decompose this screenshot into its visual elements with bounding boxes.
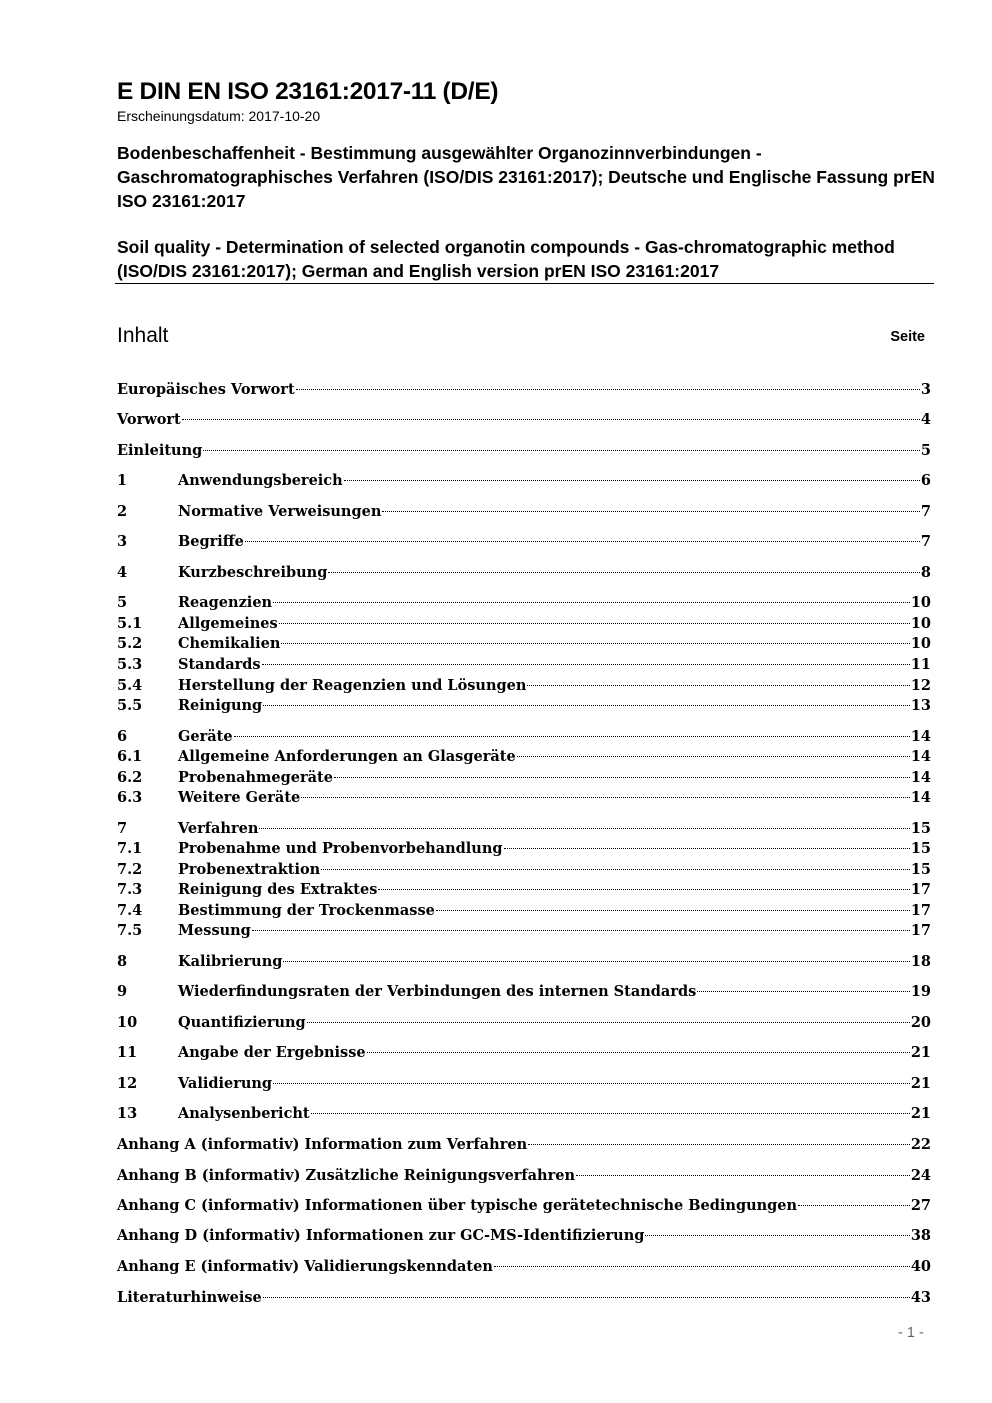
- toc-entry-title: Literaturhinweise: [117, 1289, 262, 1306]
- toc-entry-number: 5.2: [117, 635, 143, 652]
- toc-entry-page: 3: [920, 381, 931, 398]
- toc-entry-title: Herstellung der Reagenzien und Lösungen: [178, 677, 527, 694]
- toc-dot-leader: [234, 736, 910, 737]
- page-number: - 1 -: [898, 1325, 924, 1341]
- header-divider: [115, 283, 934, 284]
- toc-entry-number: 9: [117, 983, 128, 1000]
- toc-entry-page: 21: [910, 1105, 931, 1122]
- toc-entry[interactable]: [117, 696, 931, 716]
- toc-entry-number: 7.4: [117, 902, 143, 919]
- toc-entry-page: 7: [920, 533, 931, 550]
- toc-entry-page: 15: [910, 861, 931, 878]
- toc-entry[interactable]: [117, 380, 931, 400]
- toc-dot-leader: [311, 1113, 910, 1114]
- toc-entry-title: Standards: [178, 656, 261, 673]
- toc-dot-leader: [367, 1052, 910, 1053]
- toc-entry[interactable]: [117, 768, 931, 788]
- toc-entry-title: Probenahmegeräte: [178, 769, 333, 786]
- toc-entry-title: Anhang E (informativ) Validierungskenndaten: [117, 1258, 493, 1275]
- toc-entry-title: Weitere Geräte: [178, 789, 301, 806]
- toc-entry-page: 19: [910, 983, 931, 1000]
- toc-entry-number: 4: [117, 564, 128, 581]
- toc-entry[interactable]: [117, 1043, 931, 1063]
- toc-entry-page: 14: [910, 748, 931, 765]
- toc-entry-number: 6.3: [117, 789, 143, 806]
- toc-entry-page: 11: [910, 656, 931, 673]
- toc-entry-title: Probenextraktion: [178, 861, 321, 878]
- toc-entry-title: Normative Verweisungen: [178, 503, 382, 520]
- toc-entry-title: Einleitung: [117, 442, 203, 459]
- toc-entry-title: Probenahme und Probenvorbehandlung: [178, 840, 503, 857]
- toc-dot-leader: [283, 961, 909, 962]
- toc-entry-title: Analysenbericht: [178, 1105, 310, 1122]
- toc-entry[interactable]: [117, 1013, 931, 1033]
- toc-entry-number: 1: [117, 472, 128, 489]
- toc-entry-page: 40: [910, 1258, 931, 1275]
- toc-dot-leader: [307, 1022, 910, 1023]
- toc-entry-number: 13: [117, 1105, 138, 1122]
- toc-dot-leader: [245, 541, 920, 542]
- toc-entry[interactable]: [117, 441, 931, 461]
- toc-dot-leader: [321, 869, 910, 870]
- toc-dot-leader: [262, 664, 910, 665]
- toc-dot-leader: [494, 1266, 910, 1267]
- toc-entry-title: Bestimmung der Trockenmasse: [178, 902, 435, 919]
- toc-entry-page: 20: [910, 1014, 931, 1031]
- toc-entry[interactable]: [117, 982, 931, 1002]
- toc-entry[interactable]: [117, 1074, 931, 1094]
- toc-dot-leader: [301, 797, 910, 798]
- toc-entry-page: 15: [910, 820, 931, 837]
- toc-entry-page: 21: [910, 1044, 931, 1061]
- toc-entry-number: 7.5: [117, 922, 143, 939]
- toc-entry-page: 13: [910, 697, 931, 714]
- toc-entry-page: 24: [910, 1167, 931, 1184]
- toc-entry-title: Wiederfindungsraten der Verbindungen des internen Standards: [178, 983, 697, 1000]
- toc-header: [117, 322, 927, 350]
- document-header: [117, 78, 935, 283]
- toc-dot-leader: [517, 756, 910, 757]
- toc-entry[interactable]: [117, 655, 931, 675]
- toc-entry-number: 5.1: [117, 615, 143, 632]
- toc-dot-leader: [697, 991, 910, 992]
- toc-entry[interactable]: [117, 921, 931, 941]
- toc-entry-number: 5.5: [117, 697, 143, 714]
- toc-entry-title: Kalibrierung: [178, 953, 283, 970]
- toc-dot-leader: [344, 480, 920, 481]
- toc-dot-leader: [279, 623, 910, 624]
- toc-entry-page: 14: [910, 789, 931, 806]
- title-english: Soil quality - Determination of selected organotin compounds - Gas-chromatographic method (ISO/DIS 23161:2017); German and English version prEN ISO 23161:2017: [117, 237, 895, 281]
- toc-entry-page: 17: [910, 902, 931, 919]
- toc-entry-page: 18: [910, 953, 931, 970]
- toc-entry-title: Angabe der Ergebnisse: [178, 1044, 366, 1061]
- toc-entry-title: Validierung: [178, 1075, 273, 1092]
- toc-dot-leader: [252, 930, 910, 931]
- toc-dot-leader: [382, 511, 920, 512]
- publication-date: Erscheinungsdatum: 2017-10-20: [117, 108, 321, 124]
- toc-entry[interactable]: [117, 563, 931, 583]
- toc-entry-page: 15: [910, 840, 931, 857]
- toc-dot-leader: [328, 572, 920, 573]
- toc-entry-title: Allgemeine Anforderungen an Glasgeräte: [178, 748, 516, 765]
- toc-entry-page: 43: [910, 1289, 931, 1306]
- toc-entry-page: 10: [910, 615, 931, 632]
- toc-entry-page: 21: [910, 1075, 931, 1092]
- toc-entry-title: Anhang A (informativ) Information zum Verfahren: [117, 1136, 528, 1153]
- toc-heading: Inhalt: [117, 324, 169, 347]
- toc-entry-page: 7: [920, 503, 931, 520]
- toc-entry-title: Reinigung: [178, 697, 263, 714]
- toc-entry-number: 10: [117, 1014, 138, 1031]
- toc-entry-number: 5: [117, 594, 128, 611]
- toc-entry-page: 10: [910, 635, 931, 652]
- toc-dot-leader: [281, 643, 909, 644]
- toc-entry-page: 4: [920, 411, 931, 428]
- toc-dot-leader: [273, 602, 910, 603]
- toc-dot-leader: [296, 389, 920, 390]
- toc-entry-title: Anhang C (informativ) Informationen über typische gerätetechnische Bedingungen: [117, 1197, 798, 1214]
- toc-dot-leader: [334, 777, 910, 778]
- toc-dot-leader: [504, 848, 910, 849]
- toc-page-label: Seite: [890, 329, 925, 345]
- toc-dot-leader: [263, 1297, 910, 1298]
- toc-entry[interactable]: [117, 952, 931, 972]
- toc-entry[interactable]: [117, 747, 931, 767]
- toc-entry-title: Anhang B (informativ) Zusätzliche Reinigungsverfahren: [117, 1167, 576, 1184]
- toc-entry-number: 8: [117, 953, 128, 970]
- toc-entry-page: 22: [910, 1136, 931, 1153]
- toc-entry-title: Anwendungsbereich: [178, 472, 343, 489]
- toc-entry-number: 12: [117, 1075, 138, 1092]
- toc-entry-number: 7.2: [117, 861, 143, 878]
- toc-entry-number: 6.1: [117, 748, 143, 765]
- toc-dot-leader: [378, 889, 909, 890]
- toc-entry-title: Anhang D (informativ) Informationen zur GC-MS-Identifizierung: [117, 1227, 645, 1244]
- toc-entry-number: 7: [117, 820, 128, 837]
- toc-entry-number: 7.3: [117, 881, 143, 898]
- toc-entry[interactable]: [117, 1104, 931, 1124]
- toc-dot-leader: [203, 450, 920, 451]
- toc-entry-title: Verfahren: [178, 820, 259, 837]
- toc-entry-title: Begriffe: [178, 533, 244, 550]
- toc-entry[interactable]: [117, 819, 931, 839]
- toc-dot-leader: [273, 1083, 910, 1084]
- toc-entry-number: 3: [117, 533, 128, 550]
- toc-entry[interactable]: [117, 634, 931, 654]
- toc-entry-number: 11: [117, 1044, 138, 1061]
- toc-dot-leader: [259, 828, 909, 829]
- toc-dot-leader: [263, 705, 910, 706]
- toc-entry-title: Allgemeines: [178, 615, 278, 632]
- toc-dot-leader: [798, 1205, 910, 1206]
- toc-entry-title: Geräte: [178, 728, 233, 745]
- toc-entry-title: Reagenzien: [178, 594, 273, 611]
- toc-entry-number: 5.4: [117, 677, 143, 694]
- toc-entry-title: Reinigung des Extraktes: [178, 881, 378, 898]
- toc-entry[interactable]: [117, 1257, 931, 1277]
- toc-entry-page: 38: [910, 1227, 931, 1244]
- toc-entry-title: Quantifizierung: [178, 1014, 306, 1031]
- toc-entry-page: 6: [920, 472, 931, 489]
- toc-entry-number: 2: [117, 503, 128, 520]
- toc-entry[interactable]: [117, 1135, 931, 1155]
- toc-dot-leader: [436, 910, 910, 911]
- toc-entry-page: 17: [910, 881, 931, 898]
- toc-entry-page: 27: [910, 1197, 931, 1214]
- toc-entry-title: Messung: [178, 922, 251, 939]
- toc-dot-leader: [527, 685, 909, 686]
- toc-entry[interactable]: [117, 727, 931, 747]
- toc-entry-title: Kurzbeschreibung: [178, 564, 328, 581]
- toc-entry[interactable]: [117, 410, 931, 430]
- toc-entry[interactable]: [117, 1288, 931, 1308]
- toc-entry[interactable]: [117, 839, 931, 859]
- toc-entry-title: Europäisches Vorwort: [117, 381, 295, 398]
- toc-entry-page: 12: [910, 677, 931, 694]
- toc-entry[interactable]: [117, 502, 931, 522]
- toc-entry[interactable]: [117, 1196, 931, 1216]
- toc-dot-leader: [182, 419, 920, 420]
- toc-entry[interactable]: [117, 860, 931, 880]
- toc-entry[interactable]: [117, 1166, 931, 1186]
- toc-entry-title: Vorwort: [117, 411, 181, 428]
- toc-entry-number: 7.1: [117, 840, 143, 857]
- toc-entry[interactable]: [117, 532, 931, 552]
- toc-entry-page: 14: [910, 769, 931, 786]
- toc-entry-number: 6.2: [117, 769, 143, 786]
- toc-dot-leader: [528, 1144, 910, 1145]
- toc-entry[interactable]: [117, 1226, 931, 1246]
- toc-dot-leader: [576, 1175, 910, 1176]
- toc-entry-number: 6: [117, 728, 128, 745]
- toc-entry-page: 5: [920, 442, 931, 459]
- toc-entry[interactable]: [117, 593, 931, 613]
- toc-entry[interactable]: [117, 880, 931, 900]
- title-german: Bodenbeschaffenheit - Bestimmung ausgewählter Organozinnverbindungen - Gaschromatographisches Verfahren (ISO/DIS 23161:2017); Deutsche und Englische Fassung prEN ISO 23161:2017: [117, 143, 935, 211]
- toc-entry-title: Chemikalien: [178, 635, 281, 652]
- toc-entry[interactable]: [117, 901, 931, 921]
- toc-entry-number: 5.3: [117, 656, 143, 673]
- toc-entry-page: 14: [910, 728, 931, 745]
- toc-entry[interactable]: [117, 788, 931, 808]
- toc-entry-page: 8: [920, 564, 931, 581]
- document-id: E DIN EN ISO 23161:2017-11 (D/E): [117, 78, 499, 105]
- toc-entry-page: 10: [910, 594, 931, 611]
- toc-entry-page: 17: [910, 922, 931, 939]
- toc-entry[interactable]: [117, 676, 931, 696]
- toc-entry[interactable]: [117, 614, 931, 634]
- toc-dot-leader: [645, 1235, 909, 1236]
- toc-entry[interactable]: [117, 471, 931, 491]
